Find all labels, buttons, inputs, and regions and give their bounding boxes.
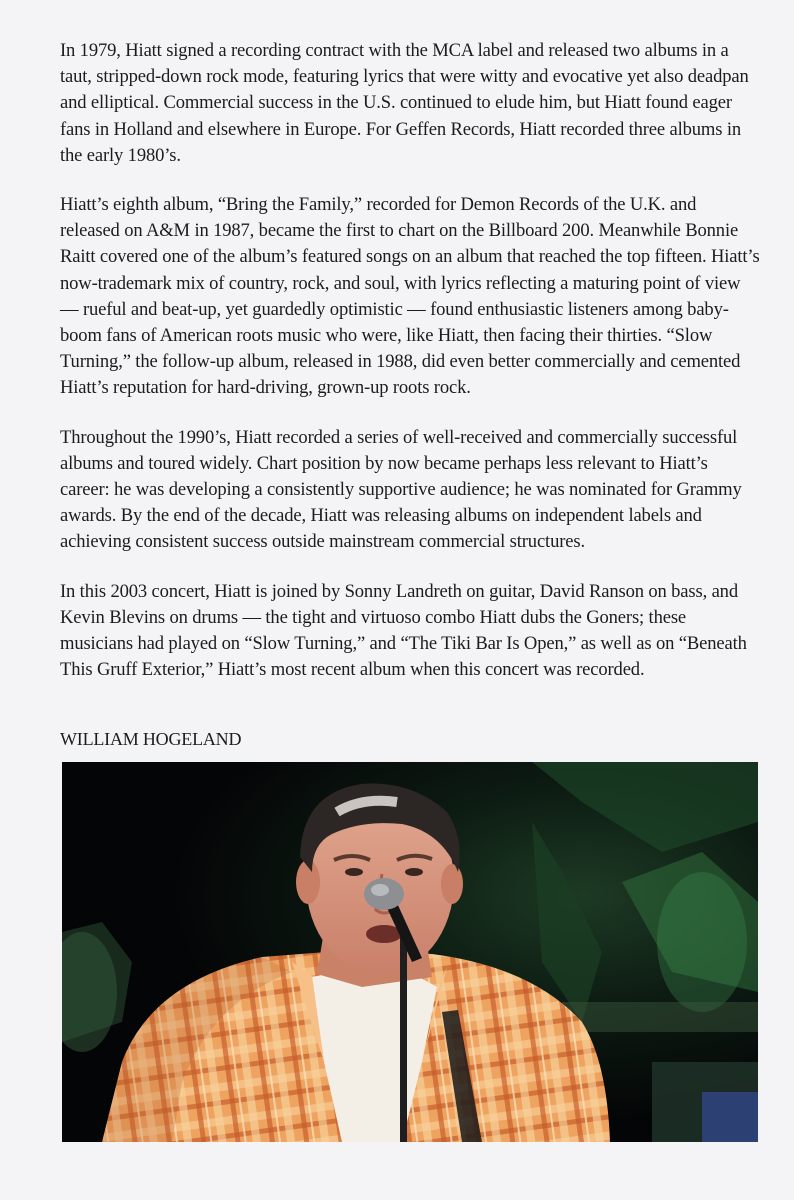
paragraph-1990s: Throughout the 1990’s, Hiatt recorded a series of well-received and commercially successful albums and toured widely. Chart position by now became perhaps less relevant to Hiatt’s career: he was developing a consistently supportive audience; he was nominated for Grammy awards. By the end of the decade, Hiatt was releasing albums on independent labels and achieving consistent success outside mainstream commercial structures. <box>60 426 742 553</box>
concert-photo-illustration <box>62 762 758 1142</box>
article-body <box>60 38 760 706</box>
mic-stand <box>400 932 407 1142</box>
author-byline: WILLIAM HOGELAND <box>60 729 242 749</box>
paragraph-2003-concert: In this 2003 concert, Hiatt is joined by Sonny Landreth on guitar, David Ranson on bass, and Kevin Blevins on drums — the tight and virtuoso combo Hiatt dubs the Goners; these musicians had played on “Slow Turning,” and “The Tiki Bar Is Open,” as well as on “Beneath This Gruff Exterior,” Hiatt’s most recent album when this concert was recorded. <box>60 580 747 681</box>
paragraph-mca-years: In 1979, Hiatt signed a recording contract with the MCA label and released two albums in a taut, stripped-down rock mode, featuring lyrics that were witty and evocative yet also deadpan and elliptical. Commercial success in the U.S. continued to elude him, but Hiatt found eager fans in Holland and elsewhere in Europe. For Geffen Records, Hiatt recorded three albums in the early 1980’s. <box>60 40 749 166</box>
paragraph-bring-the-family: Hiatt’s eighth album, “Bring the Family,” recorded for Demon Records of the U.K. and released on A&M in 1987, became the first to chart on the Billboard 200. Meanwhile Bonnie Raitt covered one of the album’s featured songs on an album that reached the top fifteen. Hiatt’s now-trademark mix of country, rock, and soul, with lyrics reflecting a maturing point of view — rueful and beat-up, yet guardedly optimistic — found enthusiastic listeners among baby-boom fans of American roots music who were, like Hiatt, then facing their thirties. “Slow Turning,” the follow-up album, released in 1988, did even better commercially and cemented Hiatt’s reputation for hard-driving, grown-up roots rock. <box>60 194 760 399</box>
concert-photo <box>62 762 758 1142</box>
